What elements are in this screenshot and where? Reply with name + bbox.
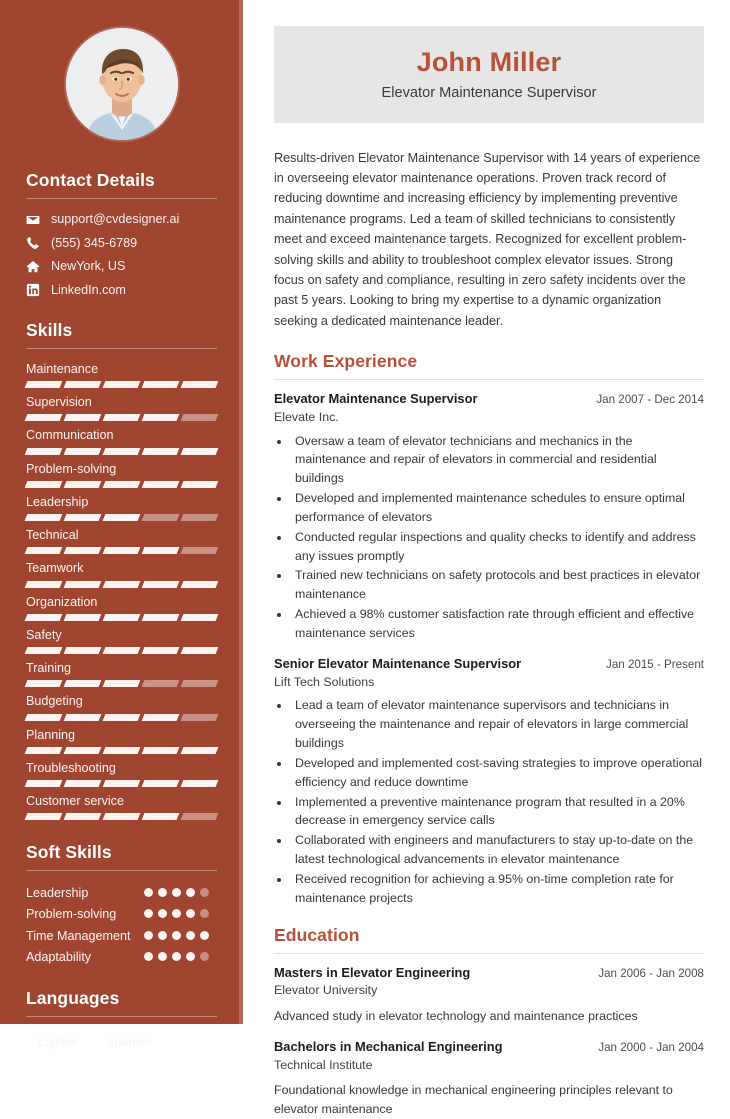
- work-bullet: • Trained new technicians on safety protocols and best practices in elevator maintenance: [291, 566, 704, 604]
- skill-segment: [25, 714, 63, 721]
- skill-row: [26, 761, 217, 787]
- work-bullet-list: [291, 696, 704, 907]
- work-entry-header: [274, 391, 704, 408]
- languages-section: [26, 988, 217, 1055]
- divider: [274, 953, 704, 954]
- skill-name: Problem-solving: [26, 461, 117, 476]
- skill-segment: [181, 714, 219, 721]
- contact-list: [26, 212, 217, 298]
- soft-skills-heading: Soft Skills: [26, 842, 112, 863]
- education-entry: [274, 1039, 704, 1119]
- skill-level-bar: [26, 780, 217, 787]
- soft-skill-dot: [144, 931, 153, 940]
- divider: [274, 379, 704, 380]
- soft-skill-dot: [172, 952, 181, 961]
- skill-row: [26, 694, 217, 720]
- skill-segment: [181, 647, 219, 654]
- skill-segment: [103, 747, 141, 754]
- skill-segment: [64, 448, 102, 455]
- skill-segment: [25, 514, 63, 521]
- skill-segment: [25, 381, 63, 388]
- skill-segment: [103, 714, 141, 721]
- skill-name: Organization: [26, 594, 98, 609]
- professional-summary: Results-driven Elevator Maintenance Supervisor with 14 years of experience in overseeing elevator maintenance operations. Proven track record of reducing downtime and increasing efficiency by implementing preventive maintenance programs. Led a team of skilled technicians to consistently meet and exceed maintenance targets. Recognized for excellent problem-solving skills and ability to troubleshoot complex elevator issues. Strong focus on safety and compliance, resulting in zero safety incidents over the past 5 years. Looking to bring my expertise to a dynamic organization seeking a dedicated maintenance leader.: [274, 150, 701, 328]
- education-description: Foundational knowledge in mechanical engineering principles relevant to elevator maintenance: [274, 1083, 673, 1117]
- soft-skill-dot: [172, 888, 181, 897]
- skill-segment: [103, 680, 141, 687]
- skill-segment: [142, 547, 180, 554]
- education-entry-header: [274, 1039, 704, 1056]
- work-experience-list: [274, 391, 704, 908]
- skill-segment: [103, 647, 141, 654]
- skill-segment: [64, 581, 102, 588]
- soft-skill-dot: [186, 952, 195, 961]
- skill-segment: [25, 581, 63, 588]
- skill-segment: [25, 481, 63, 488]
- skill-name: Teamwork: [26, 561, 84, 576]
- contact-item-phone[interactable]: [26, 236, 217, 251]
- soft-skill-dot: [186, 931, 195, 940]
- skill-name: Supervision: [26, 395, 92, 410]
- linkedin-icon: [26, 283, 40, 297]
- skill-segment: [64, 747, 102, 754]
- soft-skill-dot: [158, 909, 167, 918]
- skill-name: Maintenance: [26, 361, 99, 376]
- skill-segment: [64, 514, 102, 521]
- soft-skill-dot: [172, 909, 181, 918]
- skill-segment: [64, 813, 102, 820]
- education-degree: Bachelors in Mechanical Engineering: [274, 1038, 503, 1054]
- skill-level-bar: [26, 481, 217, 488]
- home-icon: [26, 260, 40, 274]
- skill-level-bar: [26, 547, 217, 554]
- contact-phone-text: (555) 345-6789: [51, 235, 138, 250]
- divider: [26, 1016, 217, 1017]
- divider: [26, 198, 217, 199]
- soft-skill-rating: [144, 884, 217, 897]
- soft-skill-rating: [144, 927, 217, 940]
- soft-skill-dot: [200, 888, 209, 897]
- skill-segment: [103, 547, 141, 554]
- skill-name: Technical: [26, 528, 79, 543]
- education-institution: Elevator University: [274, 983, 378, 998]
- education-description: Advanced study in elevator technology and maintenance practices: [274, 1009, 638, 1024]
- education-entry: [274, 965, 704, 1026]
- skills-list: [26, 362, 217, 820]
- skill-row: [26, 362, 217, 388]
- languages-list: [26, 1030, 217, 1055]
- education-section: [274, 925, 704, 1119]
- skill-row: [26, 728, 217, 754]
- contact-item-email[interactable]: [26, 212, 217, 227]
- education-list: [274, 965, 704, 1119]
- skill-segment: [25, 780, 63, 787]
- job-title-subtitle: Elevator Maintenance Supervisor: [381, 85, 597, 102]
- language-chip[interactable]: Spanish: [95, 1030, 161, 1055]
- skill-level-bar: [26, 647, 217, 654]
- skill-segment: [25, 747, 63, 754]
- skill-segment: [64, 547, 102, 554]
- skill-row: [26, 561, 217, 587]
- skill-segment: [103, 813, 141, 820]
- skill-name: Communication: [26, 428, 114, 443]
- work-bullet-list: [291, 432, 704, 643]
- skill-segment: [25, 614, 63, 621]
- soft-skill-dot: [144, 888, 153, 897]
- skill-segment: [181, 448, 219, 455]
- soft-skill-name: Problem-solving: [26, 907, 117, 922]
- skill-name: Leadership: [26, 494, 89, 509]
- skill-row: [26, 495, 217, 521]
- skill-level-bar: [26, 448, 217, 455]
- education-degree: Masters in Elevator Engineering: [274, 964, 471, 980]
- skill-segment: [181, 813, 219, 820]
- divider: [26, 870, 217, 871]
- soft-skill-row: [26, 905, 217, 923]
- skill-segment: [181, 414, 219, 421]
- skill-segment: [142, 780, 180, 787]
- soft-skills-list: [26, 884, 217, 966]
- skill-segment: [64, 714, 102, 721]
- work-job-title: Senior Elevator Maintenance Supervisor: [274, 655, 522, 671]
- skill-segment: [142, 414, 180, 421]
- soft-skill-row: [26, 927, 217, 945]
- work-bullet: • Developed and implemented maintenance schedules to ensure optimal performance of elevators: [291, 489, 704, 527]
- skill-name: Planning: [26, 727, 76, 742]
- soft-skill-row: [26, 884, 217, 902]
- work-bullet: • Implemented a preventive maintenance program that resulted in a 20% decrease in emergency service calls: [291, 793, 704, 831]
- soft-skill-dot: [172, 931, 181, 940]
- contact-item-location[interactable]: [26, 259, 217, 274]
- skill-level-bar: [26, 414, 217, 421]
- skill-segment: [181, 381, 219, 388]
- soft-skill-dot: [186, 909, 195, 918]
- skill-segment: [25, 448, 63, 455]
- soft-skill-dot: [144, 909, 153, 918]
- contact-details-section: [26, 170, 217, 298]
- skill-segment: [25, 647, 63, 654]
- work-date-range: Jan 2015 - Present: [606, 657, 704, 671]
- skill-segment: [142, 680, 180, 687]
- skill-row: [26, 794, 217, 820]
- work-bullet: • Lead a team of elevator maintenance supervisors and technicians in overseeing the maintenance and repair of elevators in large commercial buildings: [291, 696, 704, 753]
- work-bullet: • Collaborated with engineers and manufacturers to stay up-to-date on the latest technological advancements in elevator maintenance: [291, 831, 704, 869]
- skill-level-bar: [26, 680, 217, 687]
- skill-segment: [103, 614, 141, 621]
- work-entry-header: [274, 656, 704, 673]
- skill-segment: [142, 581, 180, 588]
- soft-skill-dot: [200, 909, 209, 918]
- name-header-card: [274, 26, 704, 123]
- skill-row: [26, 428, 217, 454]
- work-bullet: • Oversaw a team of elevator technicians and mechanics in the maintenance and repair of elevators in commercial and residential buildings: [291, 432, 704, 489]
- education-entry-header: [274, 965, 704, 982]
- skill-row: [26, 661, 217, 687]
- page-title: John Miller: [416, 47, 562, 77]
- skill-row: [26, 462, 217, 488]
- skill-segment: [64, 780, 102, 787]
- soft-skill-name: Leadership: [26, 886, 89, 901]
- skill-segment: [64, 381, 102, 388]
- skill-segment: [25, 414, 63, 421]
- work-bullet: • Achieved a 98% customer satisfaction rate through efficient and effective maintenance services: [291, 605, 704, 643]
- skill-segment: [64, 647, 102, 654]
- skill-segment: [64, 414, 102, 421]
- soft-skill-dot: [186, 888, 195, 897]
- main-content: [243, 0, 730, 1117]
- soft-skill-name: Adaptability: [26, 949, 92, 964]
- contact-location-text: NewYork, US: [51, 259, 126, 274]
- skill-segment: [64, 614, 102, 621]
- work-experience-heading: Work Experience: [274, 351, 418, 372]
- skill-row: [26, 395, 217, 421]
- skill-segment: [103, 448, 141, 455]
- divider: [26, 348, 217, 349]
- skill-segment: [103, 514, 141, 521]
- skill-segment: [103, 780, 141, 787]
- education-institution: Technical Institute: [274, 1057, 373, 1072]
- skill-segment: [142, 813, 180, 820]
- skill-segment: [181, 581, 219, 588]
- skill-segment: [103, 414, 141, 421]
- skill-segment: [142, 614, 180, 621]
- contact-item-linkedin[interactable]: [26, 283, 217, 298]
- skill-segment: [181, 780, 219, 787]
- avatar-container: [26, 28, 217, 140]
- skill-segment: [142, 747, 180, 754]
- work-bullet: • Developed and implemented cost-saving strategies to improve operational efficiency and reduce downtime: [291, 754, 704, 792]
- skill-level-bar: [26, 714, 217, 721]
- education-date-range: Jan 2006 - Jan 2008: [598, 966, 704, 980]
- skill-level-bar: [26, 581, 217, 588]
- skill-name: Budgeting: [26, 694, 83, 709]
- soft-skills-section: [26, 842, 217, 966]
- envelope-icon: [26, 213, 40, 227]
- skill-segment: [64, 680, 102, 687]
- languages-heading: Languages: [26, 988, 120, 1009]
- skill-level-bar: [26, 381, 217, 388]
- skill-level-bar: [26, 813, 217, 820]
- language-chip[interactable]: English: [26, 1030, 88, 1055]
- work-bullet: • Received recognition for achieving a 95% on-time completion rate for maintenance projects: [291, 870, 704, 908]
- contact-email-text: support@cvdesigner.ai: [51, 212, 180, 226]
- education-date-range: Jan 2000 - Jan 2004: [598, 1040, 704, 1054]
- soft-skill-dot: [200, 931, 209, 940]
- skill-name: Safety: [26, 627, 62, 642]
- skill-segment: [142, 381, 180, 388]
- soft-skill-dot: [158, 931, 167, 940]
- skill-segment: [25, 547, 63, 554]
- skill-segment: [103, 481, 141, 488]
- work-entry: [274, 391, 704, 643]
- phone-icon: [26, 236, 40, 250]
- contact-linkedin-text: LinkedIn.com: [51, 282, 126, 297]
- sidebar: [0, 0, 243, 1050]
- skill-segment: [103, 581, 141, 588]
- skill-segment: [142, 481, 180, 488]
- skill-row: [26, 595, 217, 621]
- skill-segment: [142, 647, 180, 654]
- soft-skill-dot: [158, 952, 167, 961]
- skills-section: [26, 320, 217, 820]
- skill-level-bar: [26, 747, 217, 754]
- work-company: Lift Tech Solutions: [274, 674, 375, 689]
- skill-segment: [25, 680, 63, 687]
- work-company: Elevate Inc.: [274, 409, 339, 424]
- skills-heading: Skills: [26, 319, 73, 340]
- work-job-title: Elevator Maintenance Supervisor: [274, 391, 478, 407]
- soft-skill-rating: [144, 948, 217, 961]
- skill-segment: [142, 714, 180, 721]
- skill-row: [26, 628, 217, 654]
- work-entry: [274, 656, 704, 908]
- soft-skill-dot: [200, 952, 209, 961]
- soft-skill-row: [26, 948, 217, 966]
- skill-segment: [181, 514, 219, 521]
- skill-name: Troubleshooting: [26, 760, 116, 775]
- skill-segment: [181, 481, 219, 488]
- skill-segment: [25, 813, 63, 820]
- skill-segment: [64, 481, 102, 488]
- soft-skill-name: Time Management: [26, 928, 131, 943]
- skill-name: Customer service: [26, 793, 124, 808]
- skill-segment: [142, 448, 180, 455]
- soft-skill-dot: [144, 952, 153, 961]
- education-heading: Education: [274, 924, 360, 945]
- soft-skill-dot: [158, 888, 167, 897]
- skill-segment: [181, 747, 219, 754]
- skill-segment: [181, 547, 219, 554]
- avatar: [66, 28, 178, 140]
- skill-level-bar: [26, 614, 217, 621]
- skill-level-bar: [26, 514, 217, 521]
- skill-segment: [181, 680, 219, 687]
- work-bullet: • Conducted regular inspections and quality checks to identify and address any issues promptly: [291, 528, 704, 566]
- skill-name: Training: [26, 661, 72, 676]
- skill-segment: [142, 514, 180, 521]
- skill-row: [26, 528, 217, 554]
- contact-details-heading: Contact Details: [26, 170, 155, 190]
- work-date-range: Jan 2007 - Dec 2014: [596, 393, 704, 407]
- soft-skill-rating: [144, 905, 217, 918]
- skill-segment: [103, 381, 141, 388]
- work-experience-section: [274, 351, 704, 908]
- skill-segment: [181, 614, 219, 621]
